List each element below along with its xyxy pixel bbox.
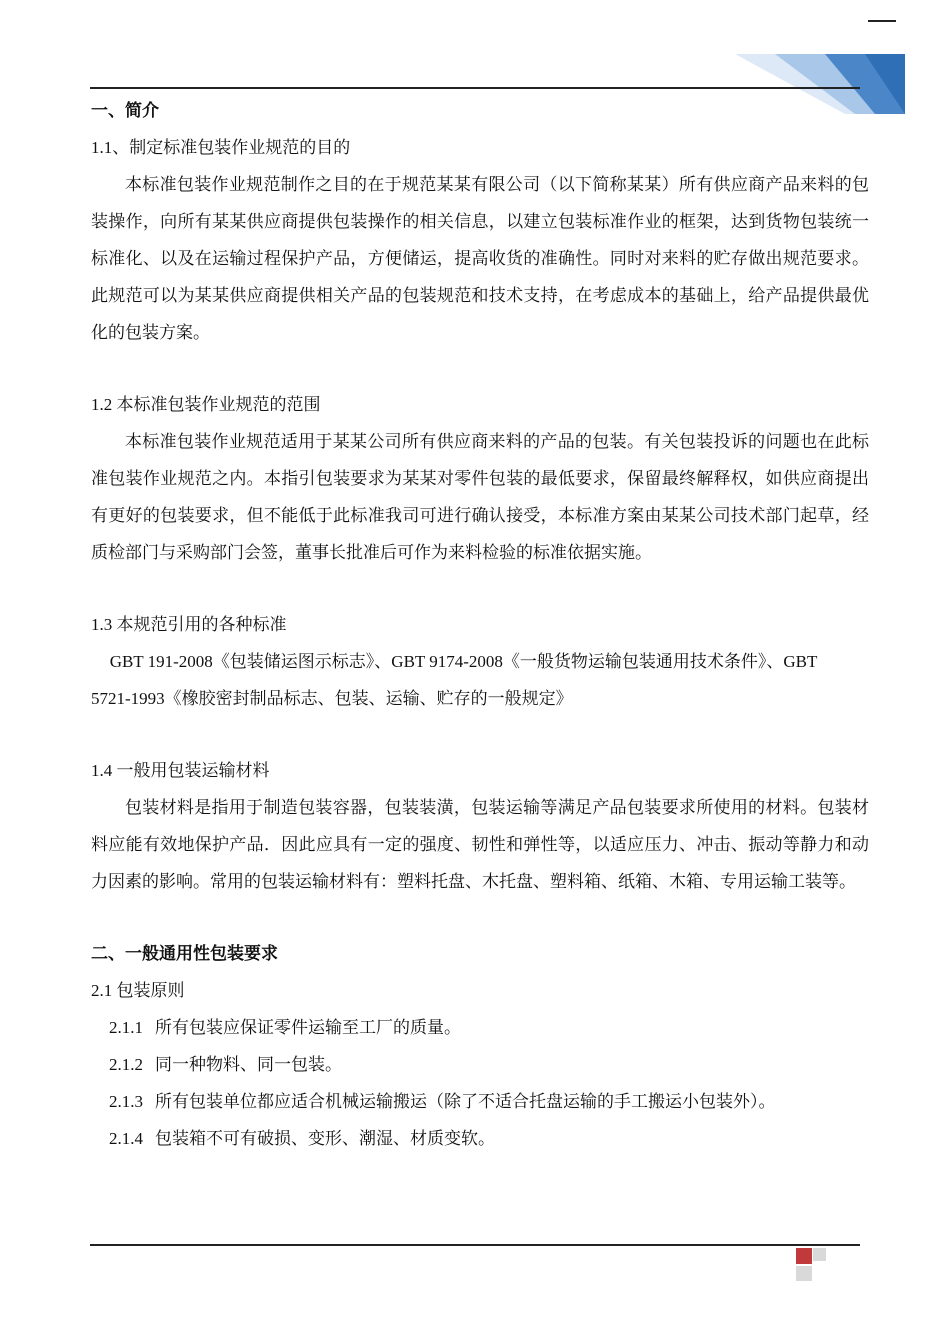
section-1-3-body: GBT 191-2008《包装储运图示标志》、GBT 9174-2008《一般货物运输包装通用技术条件》、GBT 5721-1993《橡胶密封制品标志、包装、运输、贮存的一般规定》 [91,652,818,708]
spacer [91,717,869,752]
section-1-4-title: 1.4 一般用包装运输材料 [91,761,270,780]
list-item-text: 同一种物料、同一包装。 [155,1055,342,1074]
section-1-3-title: 1.3 本规范引用的各种标准 [91,615,287,634]
document-body [91,92,869,1157]
footer-square-grey [796,1266,812,1281]
header-dash [868,20,896,22]
list-item-number: 2.1.2 [109,1055,143,1074]
spacer [91,900,869,935]
list-item-text: 包装箱不可有破损、变形、潮湿、材质变软。 [155,1129,495,1148]
section-1-2-title: 1.2 本标准包装作业规范的范围 [91,395,321,414]
list-item-number: 2.1.4 [109,1129,143,1148]
list-item-text: 所有包装应保证零件运输至工厂的质量。 [155,1018,461,1037]
list-item [91,1120,869,1157]
section-1-heading: 一、简介 [91,101,159,120]
section-1-2-body: 本标准包装作业规范适用于某某公司所有供应商来料的产品的包装。有关包装投诉的问题也在此标准包装作业规范之内。本指引包装要求为某某对零件包装的最低要求，保留最终解释权，如供应商提出有更好的包装要求，但不能低于此标准我司可进行确认接受，本标准方案由某某公司技术部门起草，经质检部门与采购部门会签，董事长批准后可作为来料检验的标准依据实施。 [91,432,869,562]
header-rule [90,87,860,89]
list-item-number: 2.1.3 [109,1092,143,1111]
section-1-1-body: 本标准包装作业规范制作之目的在于规范某某有限公司（以下简称某某）所有供应商产品来料的包装操作，向所有某某供应商提供包装操作的相关信息，以建立包装标准作业的框架，达到货物包装统一标准化、以及在运输过程保护产品，方便储运，提高收货的准确性。同时对来料的贮存做出规范要求。此规范可以为某某供应商提供相关产品的包装规范和技术支持，在考虑成本的基础上，给产品提供最优化的包装方案。 [91,175,869,342]
section-1-1-title: 1.1、制定标准包装作业规范的目的 [91,138,351,157]
spacer [91,571,869,606]
section-2-heading: 二、一般通用性包装要求 [91,944,278,963]
spacer [91,351,869,386]
footer-square-red [796,1248,812,1264]
footer-rule [90,1244,860,1246]
footer-square-grey [813,1248,826,1261]
section-2-1-title: 2.1 包装原则 [91,981,185,1000]
section-1-4-body: 包装材料是指用于制造包装容器，包装装潢，包装运输等满足产品包装要求所使用的材料。包装材料应能有效地保护产品．因此应具有一定的强度、韧性和弹性等，以适应压力、冲击、振动等静力和动力因素的影响。常用的包装运输材料有：塑料托盘、木托盘、塑料箱、纸箱、木箱、专用运输工装等。 [91,798,869,891]
list-item [91,1009,869,1046]
footer-squares-decoration [795,1248,831,1284]
list-item-text: 所有包装单位都应适合机械运输搬运（除了不适合托盘运输的手工搬运小包装外）。 [155,1092,776,1111]
list-item [91,1083,869,1120]
list-item-number: 2.1.1 [109,1018,143,1037]
list-item [91,1046,869,1083]
